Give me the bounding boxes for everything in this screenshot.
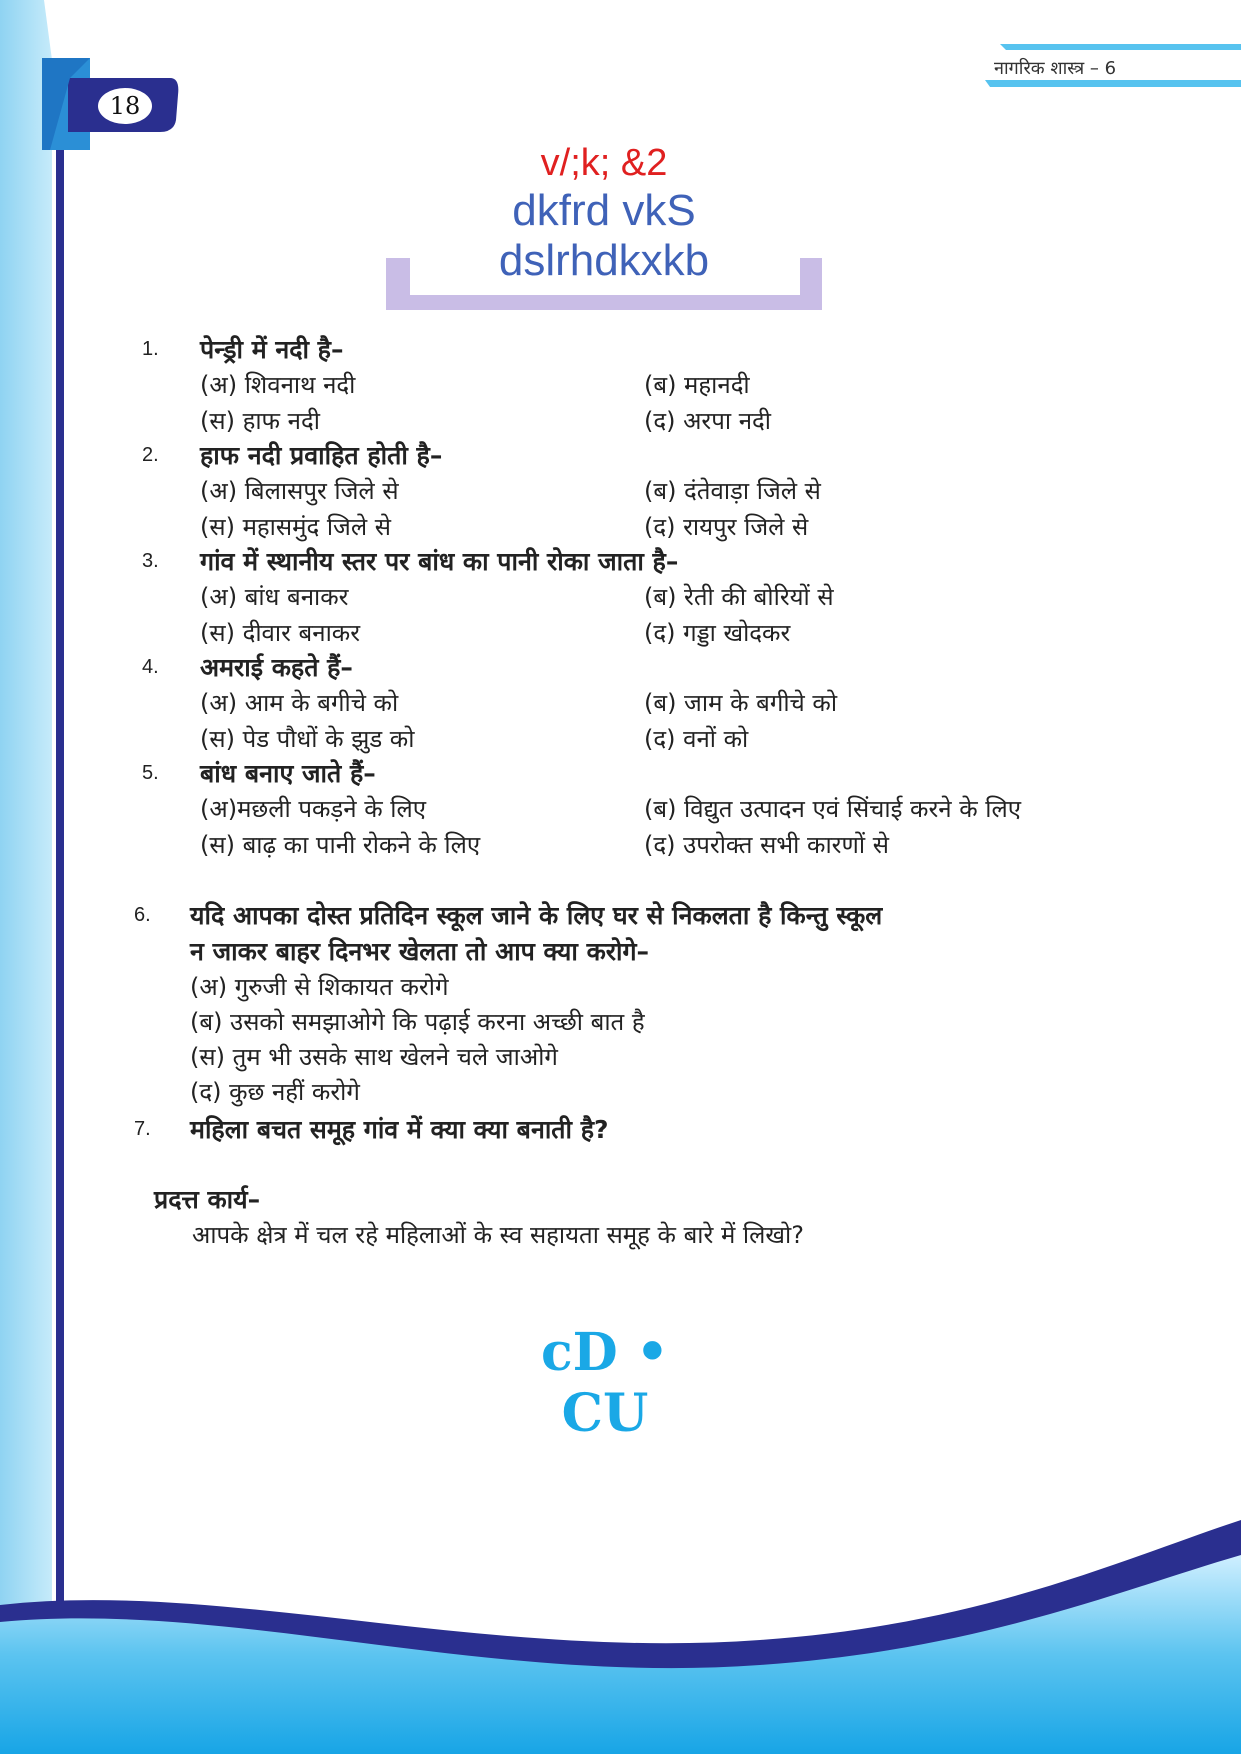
option-a: (अ) गुरुजी से शिकायत करोगे	[190, 973, 449, 1001]
option-b: (ब) उसको समझाओगे कि पढ़ाई करना अच्छी बात है	[190, 1008, 645, 1036]
ornament-divider: cD • CU	[540, 1322, 670, 1444]
question-text: बांध बनाए जाते हैं–	[200, 759, 376, 788]
chapter-title-line-1: dkfrd vkS	[512, 186, 696, 235]
option-b: (ब) दंतेवाड़ा जिले से	[644, 477, 821, 505]
option-a: (अ) बांध बनाकर	[200, 583, 349, 611]
option-b: (ब) महानदी	[644, 371, 750, 399]
assignment-heading: प्रदत्त कार्य–	[154, 1185, 261, 1214]
question-text: हाफ नदी प्रवाहित होती है–	[200, 441, 443, 470]
question-text: पेन्ड्री में नदी है–	[200, 335, 344, 364]
option-c: (स) पेड पौधों के झुड को	[200, 725, 415, 753]
chapter-number: v/;k; &2	[540, 142, 668, 184]
question-text: अमराई कहते हैं–	[200, 653, 353, 682]
option-c: (स) तुम भी उसके साथ खेलने चले जाओगे	[190, 1043, 558, 1071]
option-a: (अ) बिलासपुर जिले से	[200, 477, 399, 505]
question-number: 1.	[142, 338, 159, 360]
option-d: (द) गड्डा खोदकर	[644, 619, 791, 647]
question-text: गांव में स्थानीय स्तर पर बांध का पानी रोका जाता है–	[200, 547, 679, 576]
book-title: नागरिक शास्त्र – 6	[994, 58, 1117, 79]
question-number: 5.	[142, 762, 159, 784]
option-d: (द) वनों को	[644, 725, 749, 753]
question-number: 7.	[134, 1118, 151, 1140]
option-b: (ब) जाम के बगीचे को	[644, 689, 838, 717]
option-a: (अ) आम के बगीचे को	[200, 689, 399, 717]
option-c: (स) हाफ नदी	[200, 407, 320, 435]
question-text-line-2: न जाकर बाहर दिनभर खेलता तो आप क्या करोगे–	[190, 937, 650, 966]
question-number: 4.	[142, 656, 159, 678]
question-text: महिला बचत समूह गांव में क्या क्या बनाती है?	[190, 1115, 609, 1144]
page-number: 18	[98, 88, 152, 124]
option-c: (स) महासमुंद जिले से	[200, 513, 391, 541]
assignment-text: आपके क्षेत्र में चल रहे महिलाओं के स्व सहायता समूह के बारे में लिखो?	[192, 1221, 805, 1249]
option-a: (अ)मछली पकड़ने के लिए	[200, 795, 427, 823]
option-d: (द) उपरोक्त सभी कारणों से	[644, 831, 889, 859]
option-b: (ब) रेती की बोरियों से	[644, 583, 834, 611]
option-c: (स) दीवार बनाकर	[200, 619, 361, 647]
question-number: 2.	[142, 444, 159, 466]
option-a: (अ) शिवनाथ नदी	[200, 371, 356, 399]
option-d: (द) कुछ नहीं करोगे	[190, 1078, 360, 1106]
question-number: 3.	[142, 550, 159, 572]
option-d: (द) रायपुर जिले से	[644, 513, 809, 541]
option-d: (द) अरपा नदी	[644, 407, 772, 435]
chapter-title	[386, 140, 822, 286]
option-c: (स) बाढ़ का पानी रोकने के लिए	[200, 831, 481, 859]
chapter-title-line-2: dslrhdkxkb	[498, 236, 710, 285]
question-text-line-1: यदि आपका दोस्त प्रतिदिन स्कूल जाने के लिए घर से निकलता है किन्तु स्कूल	[190, 901, 883, 930]
option-b: (ब) विद्युत उत्पादन एवं सिंचाई करने के लिए	[644, 795, 1022, 823]
question-number: 6.	[134, 904, 151, 926]
